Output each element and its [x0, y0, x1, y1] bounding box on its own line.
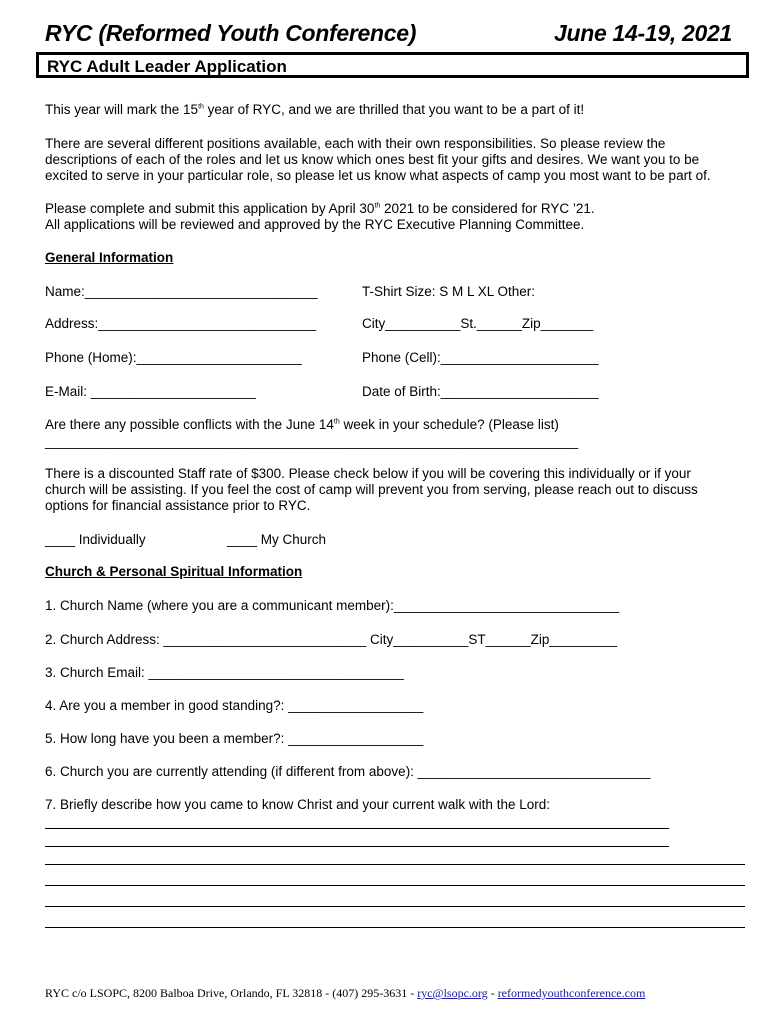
church-address-field[interactable]: 2. Church Address: ___________________________ City__________ST______Zip_________: [45, 632, 617, 647]
general-information-heading: General Information: [45, 250, 174, 265]
current-church-field[interactable]: 6. Church you are currently attending (if different from above): _______________________________: [45, 764, 651, 779]
cell-phone-field[interactable]: Phone (Cell):_____________________: [362, 350, 599, 365]
staff-rate-line-1: There is a discounted Staff rate of $300. Please check below if you will be covering this individually or if your: [45, 466, 691, 481]
intro-paragraph-2-line-3: excited to serve in your particular role, so please let us know what aspects of camp you most want to be part of.: [45, 168, 711, 183]
testimony-answer-line[interactable]: [45, 864, 745, 865]
deadline-line: [45, 201, 595, 217]
testimony-answer-line[interactable]: [45, 906, 745, 907]
date-of-birth-field[interactable]: Date of Birth:_____________________: [362, 384, 599, 399]
deadline-text: 2021 to be considered for RYC ’21.: [380, 201, 595, 216]
superscript: th: [198, 103, 204, 111]
address-field[interactable]: Address:_____________________________: [45, 316, 317, 331]
superscript: th: [333, 418, 340, 426]
footer-email-link[interactable]: ryc@lsopc.org: [417, 986, 488, 1000]
form-title-box: [36, 52, 749, 78]
intro-text: year of RYC, and we are thrilled that you want to be a part of it!: [203, 102, 585, 117]
conference-title: RYC (Reformed Youth Conference): [45, 20, 417, 46]
footer: [45, 986, 645, 1001]
email-field[interactable]: E-Mail: ______________________: [45, 384, 256, 399]
city-state-zip-field[interactable]: City__________St.______Zip_______: [362, 316, 594, 331]
staff-rate-line-2: church will be assisting. If you feel the cost of camp will prevent you from serving, please reach out to discuss: [45, 482, 698, 497]
tshirt-size-field[interactable]: T-Shirt Size: S M L XL Other:: [362, 284, 536, 299]
intro-paragraph-2-line-1: There are several different positions available, each with their own responsibilities. So please review the: [45, 136, 666, 151]
footer-website-link[interactable]: reformedyouthconference.com: [497, 986, 646, 1000]
payment-individually-option[interactable]: ____ Individually: [45, 532, 146, 547]
home-phone-field[interactable]: Phone (Home):______________________: [45, 350, 302, 365]
question-text: Are there any possible conflicts with the June 14: [45, 417, 334, 432]
testimony-question: 7. Briefly describe how you came to know Christ and your current walk with the Lord:: [45, 797, 550, 812]
form-title: RYC Adult Leader Application: [47, 57, 287, 76]
schedule-conflicts-field[interactable]: _______________________________________________________________________: [45, 434, 579, 449]
staff-rate-line-3: options for financial assistance prior to RYC.: [45, 498, 311, 513]
footer-address: RYC c/o LSOPC, 8200 Balboa Drive, Orlando, FL 32818 - (407) 295-3631 -: [45, 986, 418, 1000]
testimony-answer-line[interactable]: [45, 927, 745, 928]
deadline-text: Please complete and submit this application by April 30: [45, 201, 375, 216]
intro-paragraph-1: [45, 102, 584, 118]
testimony-answer-line[interactable]: [45, 885, 745, 886]
question-text: week in your schedule? (Please list): [339, 417, 559, 432]
church-spiritual-heading: Church & Personal Spiritual Information: [45, 564, 303, 579]
intro-paragraph-2-line-2: descriptions of each of the roles and let us know which ones best fit your gifts and desires. We want you to be: [45, 152, 700, 167]
church-name-field[interactable]: 1. Church Name (where you are a communicant member):______________________________: [45, 598, 620, 613]
superscript: th: [374, 202, 381, 210]
intro-text: This year will mark the 15: [45, 102, 199, 117]
schedule-conflicts-question: [45, 417, 559, 433]
name-field[interactable]: Name:_______________________________: [45, 284, 318, 299]
footer-separator: -: [487, 986, 498, 1000]
membership-length-field[interactable]: 5. How long have you been a member?: __________________: [45, 731, 424, 746]
review-line: All applications will be reviewed and approved by the RYC Executive Planning Committee.: [45, 217, 585, 232]
testimony-answer-line[interactable]: [45, 828, 669, 829]
good-standing-field[interactable]: 4. Are you a member in good standing?: __________________: [45, 698, 424, 713]
conference-dates: June 14-19, 2021: [553, 20, 732, 46]
church-email-field[interactable]: 3. Church Email: __________________________________: [45, 665, 404, 680]
payment-my-church-option[interactable]: ____ My Church: [227, 532, 327, 547]
testimony-answer-line[interactable]: [45, 846, 669, 847]
